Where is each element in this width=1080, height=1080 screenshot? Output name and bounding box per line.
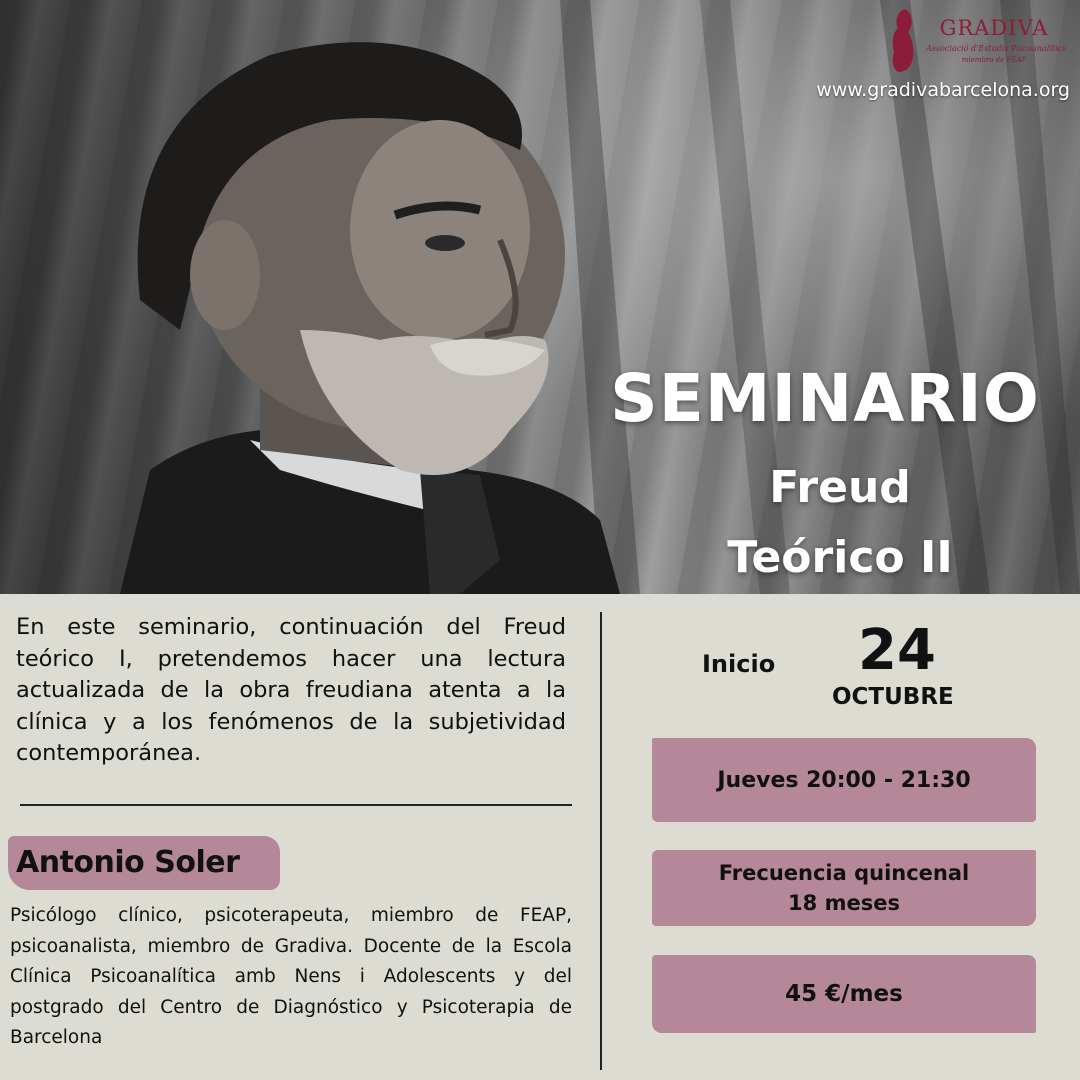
schedule-time-box [652,738,1036,822]
frequency: Frecuencia quincenal [718,861,970,885]
price: 45 €/mes [785,981,903,1007]
start-day: 24 [858,618,936,683]
seminar-title: SEMINARIO [610,360,1040,437]
start-month: OCTUBRE [832,684,954,710]
vertical-divider [600,612,602,1070]
website-link[interactable]: www.gradivabarcelona.org [816,79,1070,101]
schedule-time: Jueves 20:00 - 21:30 [717,767,971,793]
duration: 18 meses [788,891,900,915]
speaker-bio: Psicólogo clínico, psicoterapeuta, miembro de FEAP, psicoanalista, miembro de Gradiva. Docente de la Escola Clínica Psicoanalítica amb Nens i Adolescents y del postgrado del Centro de Diagnóstico y Psicoterapia de Barcelona [10,905,572,1048]
frequency-box [652,850,1036,926]
seminar-description: En este seminario, continuación del Freud teórico I, pretendemos hacer una lectura actualizada de la obra freudiana atenta a la clínica y a los fenómenos de la subjetividad contemporánea. [16,614,566,766]
start-label: Inicio [702,650,776,678]
logo-member: miembro de FEAP [961,56,1027,64]
horizontal-divider [20,804,572,806]
price-box [652,955,1036,1033]
logo-subtitle: Associació d'Estudis Psicoanalítics [926,44,1067,53]
seminar-subtitle-line1: Freud [769,462,911,513]
seminar-subtitle-line2: Teórico II [727,532,953,583]
speaker-name: Antonio Soler [16,845,240,880]
logo-name: GRADIVA [939,16,1049,40]
